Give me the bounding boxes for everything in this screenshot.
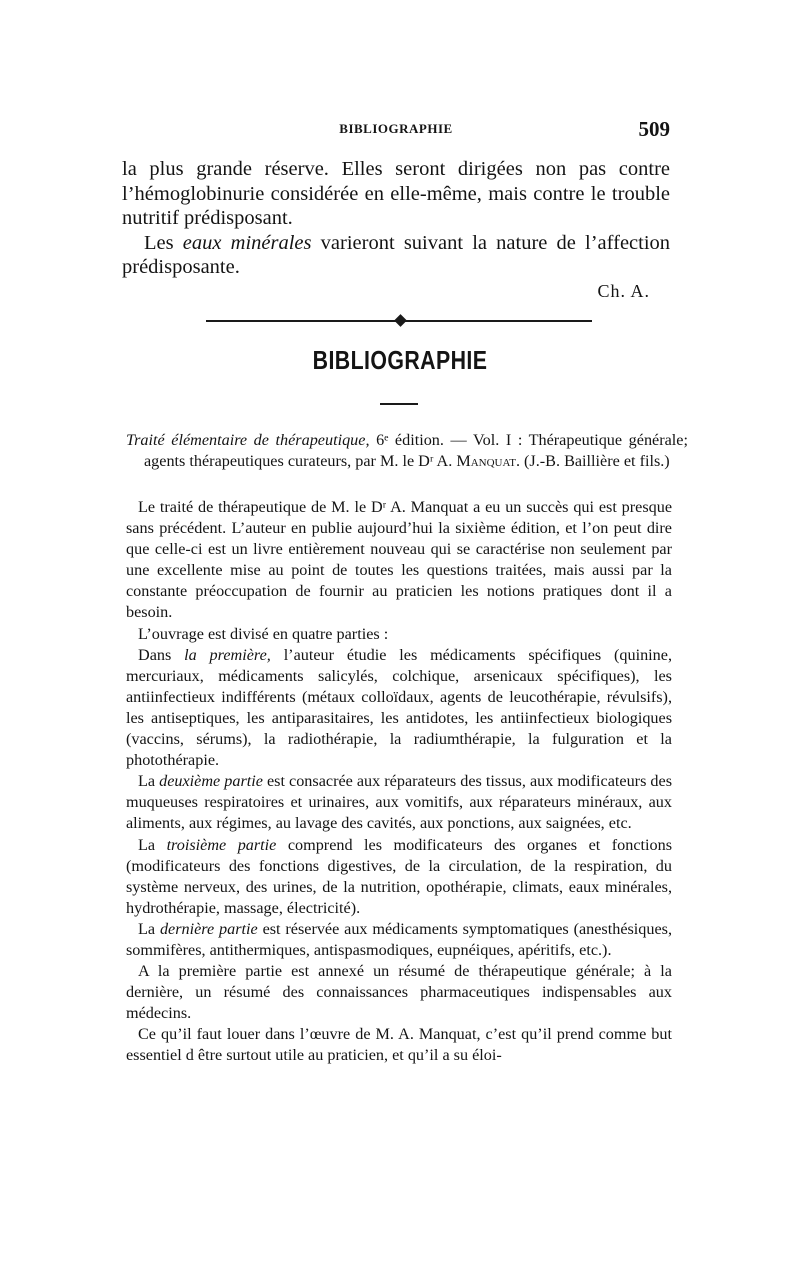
text-run: varieront suivant la nature de l’affection prédisposante.: [122, 231, 671, 278]
paragraph: A la première partie est annexé un résumé de thérapeutique générale; à la dernière, un résumé des connaissances pharmaceutiques indispensables aux médecins.: [126, 962, 672, 1023]
paragraph: [126, 771, 672, 834]
text-run: La: [138, 919, 156, 938]
author-signature: Ch. A.: [597, 281, 650, 301]
paragraph: [122, 231, 670, 280]
text-run: comprend les modificateurs des organes et fonctions (modificateurs des fonctions digestives, de la circulation, de la respiration, du système nerveux, des urines, de la nutrition, opothérapie, climats, eaux minérales, hydrothérapie, massage, électricité).: [126, 835, 673, 917]
book-publisher: (J.-B. Baillière et fils.): [524, 452, 670, 470]
italic-term: dernière partie: [159, 919, 258, 938]
paragraph: [126, 919, 672, 961]
italic-term: la première,: [184, 645, 271, 664]
previous-article-ending: [122, 157, 670, 280]
paragraph: L’ouvrage est divisé en quatre parties :: [138, 624, 389, 643]
paragraph: Ce qu’il faut louer dans l’œuvre de M. A. Manquat, c’est qu’il prend comme but essentiel d être surtout utile au praticien, et qu’il a su éloi-: [126, 1025, 672, 1065]
paragraph: la plus grande réserve. Elles seront dirigées non pas contre l’hémoglobinurie considérée en elle-même, mais contre le trouble nutritif prédisposant.: [122, 158, 670, 229]
book-author: Manquat.: [456, 452, 520, 470]
paragraph: [126, 835, 672, 919]
section-title: BIBLIOGRAPHIE: [312, 345, 488, 375]
title-rule: [380, 403, 418, 405]
separator-ornament-icon: [394, 314, 407, 327]
text-run: La: [138, 772, 156, 791]
text-run: Dans: [138, 645, 172, 664]
paragraph: Le traité de thérapeutique de M. le Dʳ A. Manquat a eu un succès qui est presque sans précédent. L’auteur en publie aujourd’hui la sixième édition, et l’on peut dire que celle-ci est un livre entièrement nouveau qui se caractérise non seulement par une excellente mise au point de toutes les questions traitées, mais aussi par la constante préoccupation de fournir au praticien les notions pratiques dont il a besoin.: [126, 498, 672, 622]
book-title: Traité élémentaire de thérapeutique,: [126, 431, 370, 449]
bibliographic-reference: [126, 430, 688, 472]
text-run: est consacrée aux réparateurs des tissus, aux modificateurs des muqueuses respiratoires et urinaires, aux vomitifs, aux réparateurs minéraux, aux aliments, aux régimes, au lavage des cavités, aux ponctions, aux saignées, etc.: [126, 772, 672, 833]
italic-term: deuxième partie: [159, 772, 263, 791]
text-run: Les: [144, 231, 174, 254]
book-details: 6ᵉ édition. — Vol. I : Thérapeutique générale; agents thérapeutiques curateurs, par M. le Dʳ A.: [144, 431, 688, 470]
italic-term: eaux minérales: [182, 231, 312, 254]
text-run: l’auteur étudie les médicaments spécifiques (quinine, mercuriaux, médicaments salicylés, colchique, arsenicaux spécifiques), les antiinfectieux indifférents (métaux colloïdaux, agents de leucothérapie, révulsifs), les antiseptiques, les antiparasitaires, les antidotes, les antiinfectieux biologiques (vaccins, sérums), la radiothérapie, la radiumthérapie, la fulguration et la photothérapie.: [126, 645, 672, 770]
running-title: BIBLIOGRAPHIE: [339, 121, 453, 136]
paragraph: [126, 645, 672, 772]
text-run: La: [138, 835, 156, 854]
italic-term: troisième partie: [166, 835, 277, 854]
text-run: est réservée aux médicaments symptomatiques (anesthésiques, sommifères, antithermiques, antispasmodiques, eupnéiques, apéritifs, etc.).: [126, 919, 673, 959]
review-body: [126, 497, 672, 1067]
running-head: [122, 117, 670, 143]
page-number: 509: [638, 117, 670, 141]
